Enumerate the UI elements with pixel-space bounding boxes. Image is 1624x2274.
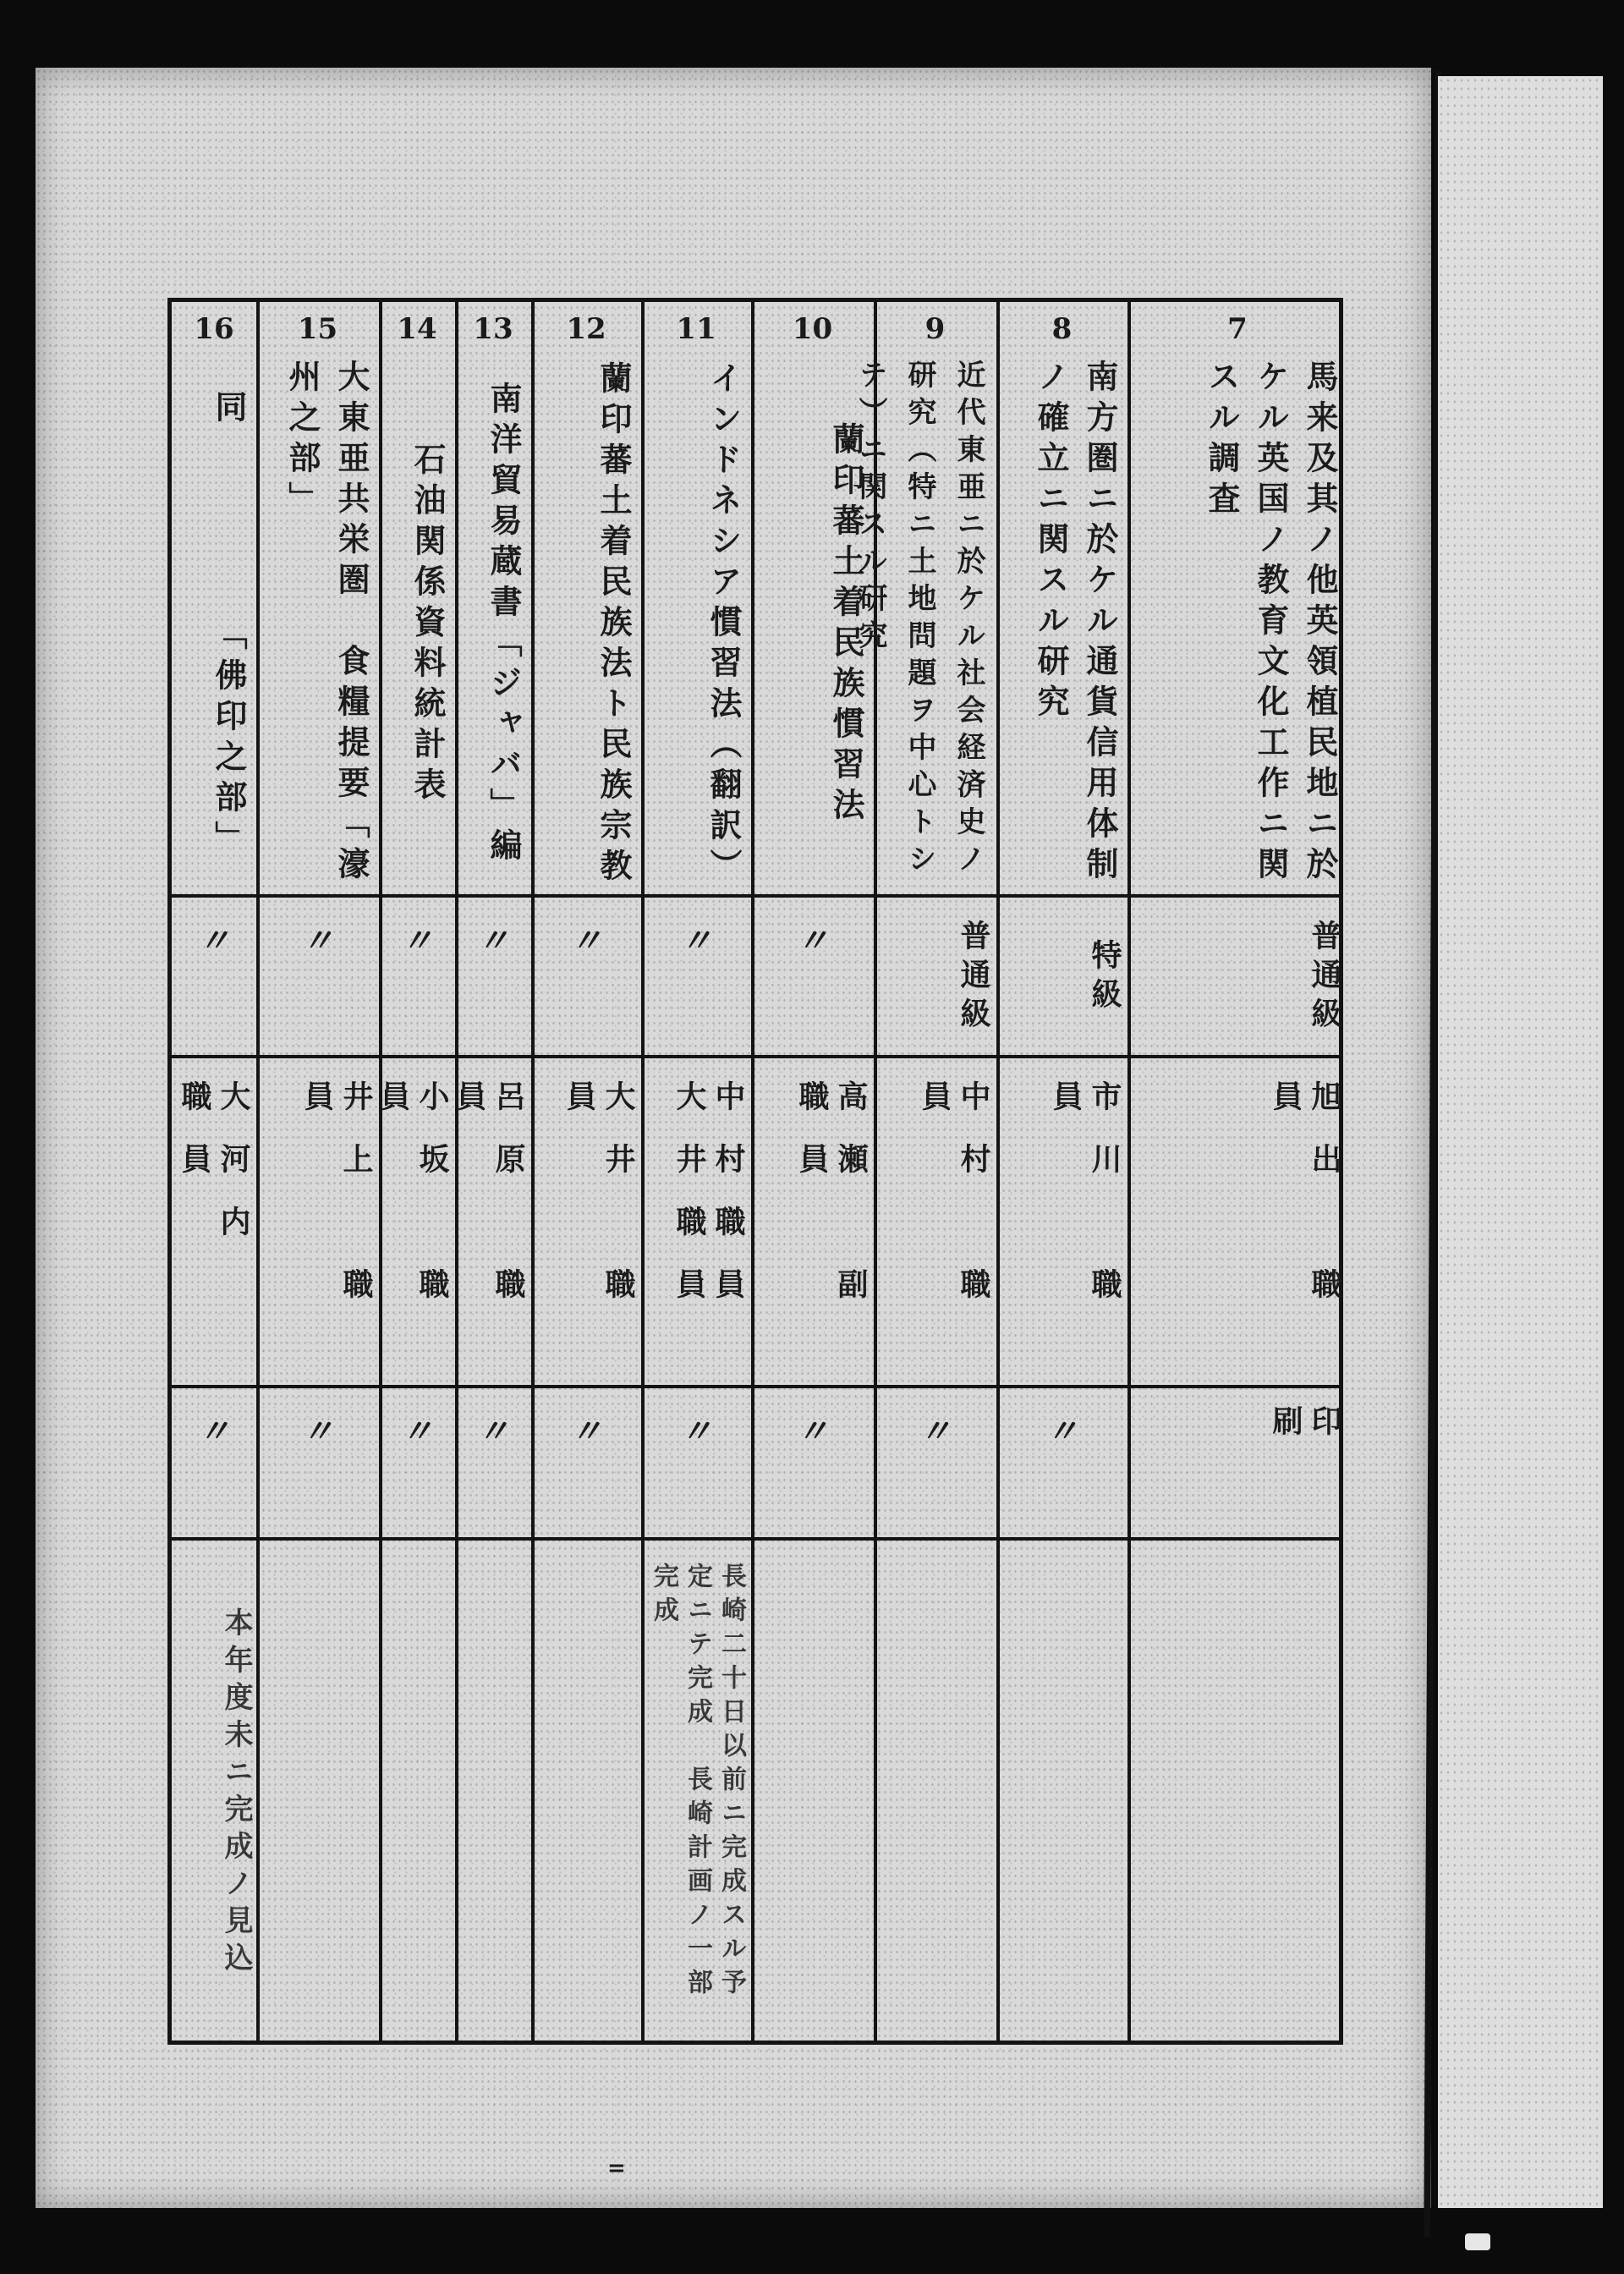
item-print: 〃 [679,1412,712,1450]
item-print: 〃 [476,1412,509,1450]
item-person: 大河内 職員 [177,1080,251,1331]
item-number: 9 [924,312,946,346]
research-table [167,298,1343,2045]
item-person: 市川 職員 [1048,1080,1122,1331]
row-divider [172,1055,1339,1058]
item-print: 印刷 [1268,1405,1342,1469]
item-print: 〃 [919,1412,952,1450]
item-number: 8 [1051,312,1073,346]
item-title: 蘭印蕃土着民族慣習法 [827,422,865,828]
item-remark: 本年度未ニ完成ノ見込 [219,1607,253,1980]
item-method: 〃 [679,921,712,959]
item-number: 12 [566,312,606,346]
item-method: 〃 [796,921,829,959]
row-divider [172,894,1339,898]
item-print: 〃 [197,1412,230,1450]
item-print: 〃 [569,1412,602,1450]
item-person: 呂原 職員 [452,1080,526,1331]
item-remark: 長崎二十日以前ニ完成スル予定ニテ完成 長崎計画ノ一部完成 [649,1563,746,2002]
item-print: 〃 [301,1412,334,1450]
item-print: 〃 [400,1412,433,1450]
row-divider [172,1537,1339,1541]
item-number: 11 [676,312,716,346]
item-person: 中村 職員 [917,1080,991,1331]
item-title: 近代東亜ニ於ケル社会経済史ノ研究（特ニ土地問題ヲ中心トシテ）ニ関スル研究 [853,360,985,881]
adjacent-page-edge [1438,76,1603,2208]
item-title: 大東亜共栄圏 食糧提要「濠州之部」 [283,360,370,887]
item-number: 7 [1227,312,1248,346]
item-number: 14 [397,312,437,346]
item-person: 大井 職員 [562,1080,636,1331]
item-title: 石油関係資料統計表 [409,442,447,808]
item-method: 特級 [1087,939,1122,1017]
item-title: 馬来及其ノ他英領植民地ニ於ケル英国ノ教育文化工作ニ関スル調査 [1203,360,1339,887]
item-method: 〃 [400,921,433,959]
item-person: 小坂 職員 [376,1080,450,1331]
item-method: 普通級 [956,920,991,1036]
item-title: 蘭印蕃土着民族法ト民族宗教 [595,361,633,889]
item-person: 中村職員 大井職員 [672,1080,746,1393]
item-number: 15 [297,312,338,346]
item-method: 〃 [569,921,602,959]
item-title: インドネシア慣習法（翻訳） [705,361,743,889]
item-method: 〃 [197,921,230,959]
item-number: 13 [473,312,513,346]
item-title: 同 「佛印之部」 [210,389,248,861]
item-print: 〃 [796,1412,829,1450]
row-divider [172,1385,1339,1388]
item-method: 普通級 [1307,920,1342,1036]
item-method: 〃 [476,921,509,959]
corner-mark [1465,2233,1490,2250]
item-title: 南方圏ニ於ケル通貨信用体制ノ確立ニ関スル研究 [1032,360,1119,887]
item-person: 旭出 職員 [1268,1080,1342,1331]
item-number: 10 [792,312,833,346]
item-person: 井上 職員 [299,1080,374,1331]
item-number: 16 [194,312,234,346]
item-print: 〃 [1045,1412,1078,1450]
page-number: = [607,2156,626,2181]
item-method: 〃 [301,921,334,959]
item-person: 高瀬 副職員 [794,1080,869,1331]
item-title: 南洋貿易蔵書「ジャバ」編 [485,382,523,869]
